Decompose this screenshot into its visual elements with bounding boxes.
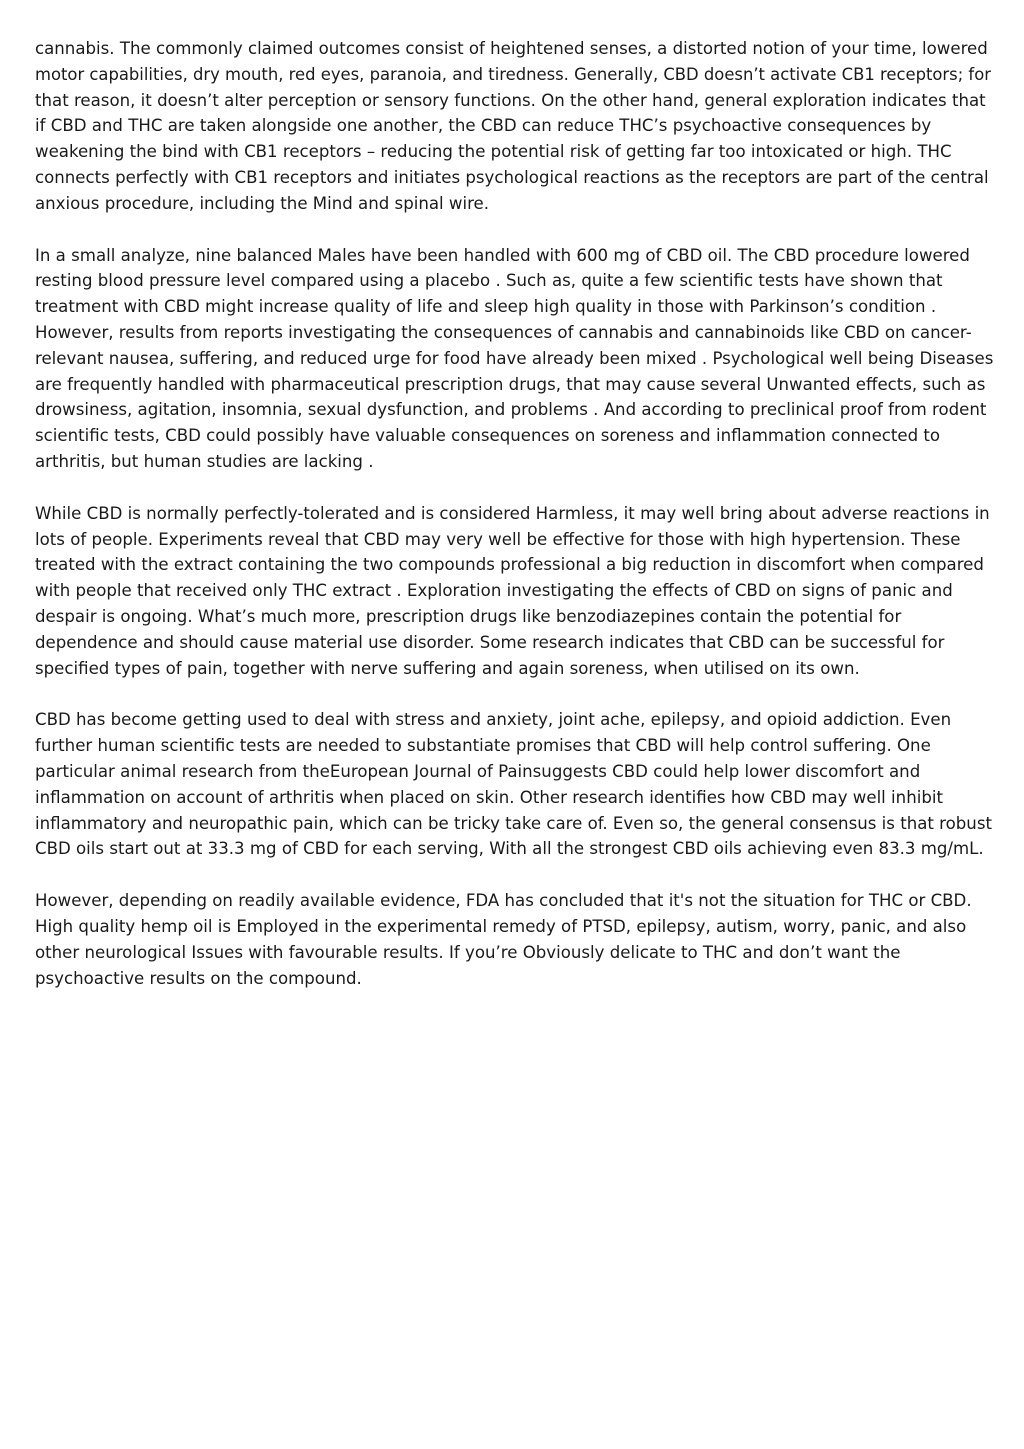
paragraph-3 xyxy=(35,501,993,682)
text-line: weakening the bind with CB1 receptors – reducing the potential risk of getting far too intoxicated or high. THC xyxy=(35,142,952,162)
text-line: In a small analyze, nine balanced Males have been handled with 600 mg of CBD oil. The CBD procedure lowered xyxy=(35,245,970,265)
text-line: While CBD is normally perfectly-tolerated and is considered Harmless, it may well bring about adverse reactions in xyxy=(35,503,990,523)
text-line: anxious procedure, including the Mind and spinal wire. xyxy=(35,193,490,213)
text-line: CBD has become getting used to deal with stress and anxiety, joint ache, epilepsy, and opioid addiction. Even xyxy=(35,710,952,730)
text-line: motor capabilities, dry mouth, red eyes, paranoia, and tiredness. Generally, CBD doesn’t activate CB1 receptors; for xyxy=(35,64,991,84)
text-line: if CBD and THC are taken alongside one another, the CBD can reduce THC’s psychoactive consequences by xyxy=(35,116,932,136)
document-page xyxy=(35,36,993,1017)
text-line: specified types of pain, together with nerve suffering and again soreness, when utilised on its own. xyxy=(35,658,860,678)
text-line: dependence and should cause material use disorder. Some research indicates that CBD can be successful for xyxy=(35,632,945,652)
text-line: connects perfectly with CB1 receptors and initiates psychological reactions as the receptors are part of the central xyxy=(35,167,989,187)
text-line: scientific tests, CBD could possibly have valuable consequences on soreness and inflammation connected to xyxy=(35,426,941,446)
text-line: inflammation on account of arthritis when placed on skin. Other research identifies how CBD may well inhibit xyxy=(35,787,943,807)
text-line: treated with the extract containing the two compounds professional a big reduction in discomfort when compared xyxy=(35,555,984,575)
text-line: with people that received only THC extract . Exploration investigating the effects of CBD on signs of panic and xyxy=(35,581,953,601)
text-line: High quality hemp oil is Employed in the experimental remedy of PTSD, epilepsy, autism, worry, panic, and also xyxy=(35,916,967,936)
text-line: CBD oils start out at 33.3 mg of CBD for each serving, With all the strongest CBD oils achieving even 83.3 mg/mL. xyxy=(35,839,984,859)
text-line: lots of people. Experiments reveal that CBD may very well be effective for those with high hypertension. These xyxy=(35,529,961,549)
paragraph-1 xyxy=(35,36,993,217)
text-line: cannabis. The commonly claimed outcomes consist of heightened senses, a distorted notion of your time, lowered xyxy=(35,39,988,58)
text-line: arthritis, but human studies are lacking . xyxy=(35,451,374,471)
text-line: drowsiness, agitation, insomnia, sexual dysfunction, and problems . And according to preclinical proof from rodent xyxy=(35,400,987,420)
text-line: treatment with CBD might increase quality of life and sleep high quality in those with Parkinson’s condition . xyxy=(35,297,937,317)
paragraph-2 xyxy=(35,243,993,475)
text-line: However, depending on readily available evidence, FDA has concluded that it's not the situation for THC or CBD. xyxy=(35,891,972,911)
text-line: that reason, it doesn’t alter perception or sensory functions. On the other hand, general exploration indicates that xyxy=(35,90,986,110)
text-line: are frequently handled with pharmaceutical prescription drugs, that may cause several Unwanted effects, such as xyxy=(35,374,986,394)
text-line: psychoactive results on the compound. xyxy=(35,968,362,988)
text-line: inflammatory and neuropathic pain, which can be tricky take care of. Even so, the general consensus is that robust xyxy=(35,813,992,833)
paragraph-4 xyxy=(35,707,993,862)
text-line: other neurological Issues with favourable results. If you’re Obviously delicate to THC and don’t want the xyxy=(35,942,901,962)
text-line: relevant nausea, suffering, and reduced urge for food have already been mixed . Psychological well being Diseases xyxy=(35,348,994,368)
text-line: further human scientific tests are needed to substantiate promises that CBD will help control suffering. One xyxy=(35,736,931,756)
text-line: However, results from reports investigating the consequences of cannabis and cannabinoids like CBD on cancer- xyxy=(35,322,972,342)
text-line: resting blood pressure level compared using a placebo . Such as, quite a few scientific tests have shown that xyxy=(35,271,943,291)
paragraph-5 xyxy=(35,888,993,991)
text-line: particular animal research from theEuropean Journal of Painsuggests CBD could help lower discomfort and xyxy=(35,761,921,781)
text-line: despair is ongoing. What’s much more, prescription drugs like benzodiazepines contain the potential for xyxy=(35,606,902,626)
